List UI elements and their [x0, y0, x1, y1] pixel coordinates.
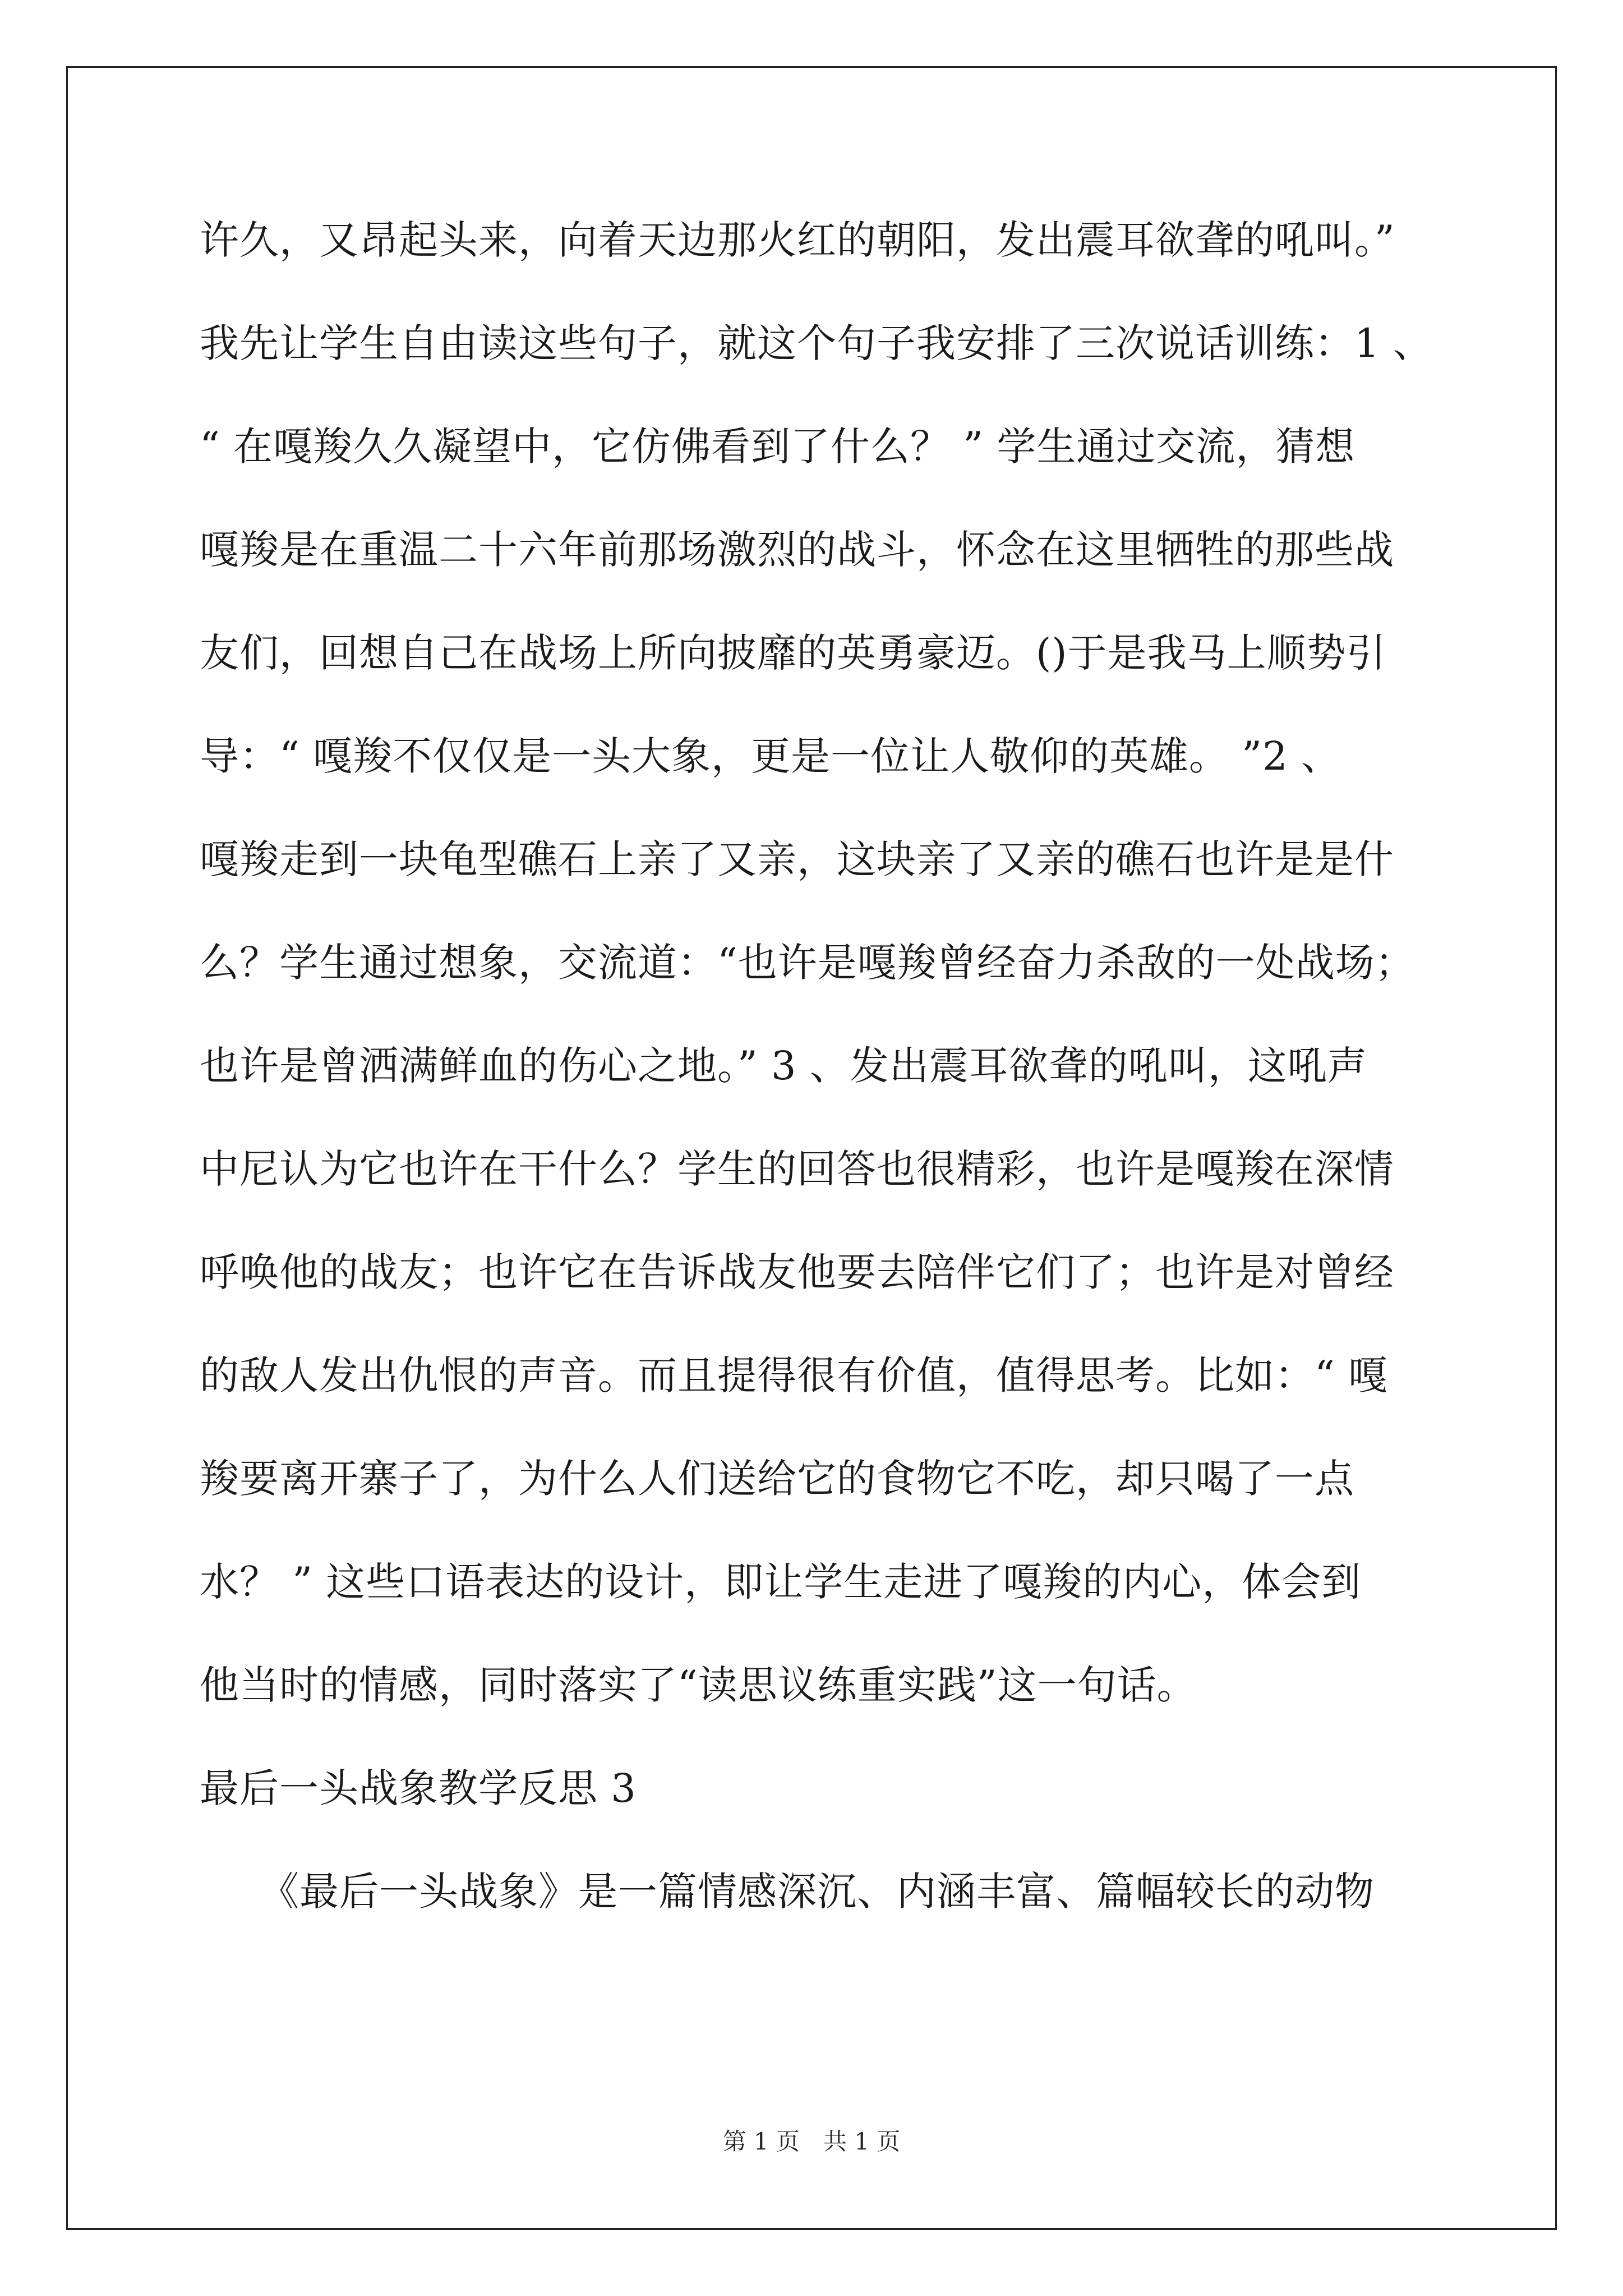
text-line: 嘎羧是在重温二十六年前那场激烈的战斗，怀念在这里牺牲的那些战 [200, 527, 1394, 573]
paragraph-first-line: 《最后一头战象》是一篇情感深沉、内涵丰富、篇幅较长的动物 [200, 1869, 1375, 1915]
text-line: 水？ ” 这些口语表达的设计，即让学生走进了嘎羧的内心，体会到 [200, 1559, 1362, 1605]
text-line: 他当时的情感，同时落实了“读思议练重实践”这一句话。 [200, 1662, 1197, 1708]
text-line: 呼唤他的战友；也许它在告诉战友他要去陪伴它们了；也许是对曾经 [200, 1249, 1394, 1295]
text-line: 的敌人发出仇恨的声音。而且提得很有价值，值得思考。比如：“ 嘎 [200, 1352, 1389, 1398]
text-line: 导：“ 嘎羧不仅仅是一头大象，更是一位让人敬仰的英雄。 ”2 、 [200, 733, 1341, 779]
text-line: 中尼认为它也许在干什么？学生的回答也很精彩，也许是嘎羧在深情 [200, 1146, 1394, 1192]
text-line: 友们，回想自己在战场上所向披靡的英勇豪迈。()于是我马上顺势引 [200, 630, 1386, 676]
text-line: 许久，又昂起头来，向着天边那火红的朝阳，发出震耳欲聋的吼叫。” [200, 217, 1395, 263]
text-line: 嘎羧走到一块龟型礁石上亲了又亲，这块亲了又亲的礁石也许是是什 [200, 836, 1394, 882]
text-line: 么？学生通过想象，交流道：“也许是嘎羧曾经奋力杀敌的一处战场； [200, 940, 1415, 986]
text-line: “ 在嘎羧久久凝望中，它仿佛看到了什么？ ” 学生通过交流，猜想 [200, 424, 1355, 470]
text-line: 也许是曾洒满鲜血的伤心之地。” 3 、发出震耳欲聋的吼叫，这吼声 [200, 1043, 1367, 1089]
section-heading: 最后一头战象教学反思 3 [200, 1765, 637, 1811]
text-line: 羧要离开寨子了，为什么人们送给它的食物它不吃，却只喝了一点 [200, 1456, 1354, 1502]
page-number-footer: 第 1 页 共 1 页 [722, 2128, 901, 2155]
text-line: 我先让学生自由读这些句子，就这个句子我安排了三次说话训练：1 、 [200, 320, 1433, 366]
